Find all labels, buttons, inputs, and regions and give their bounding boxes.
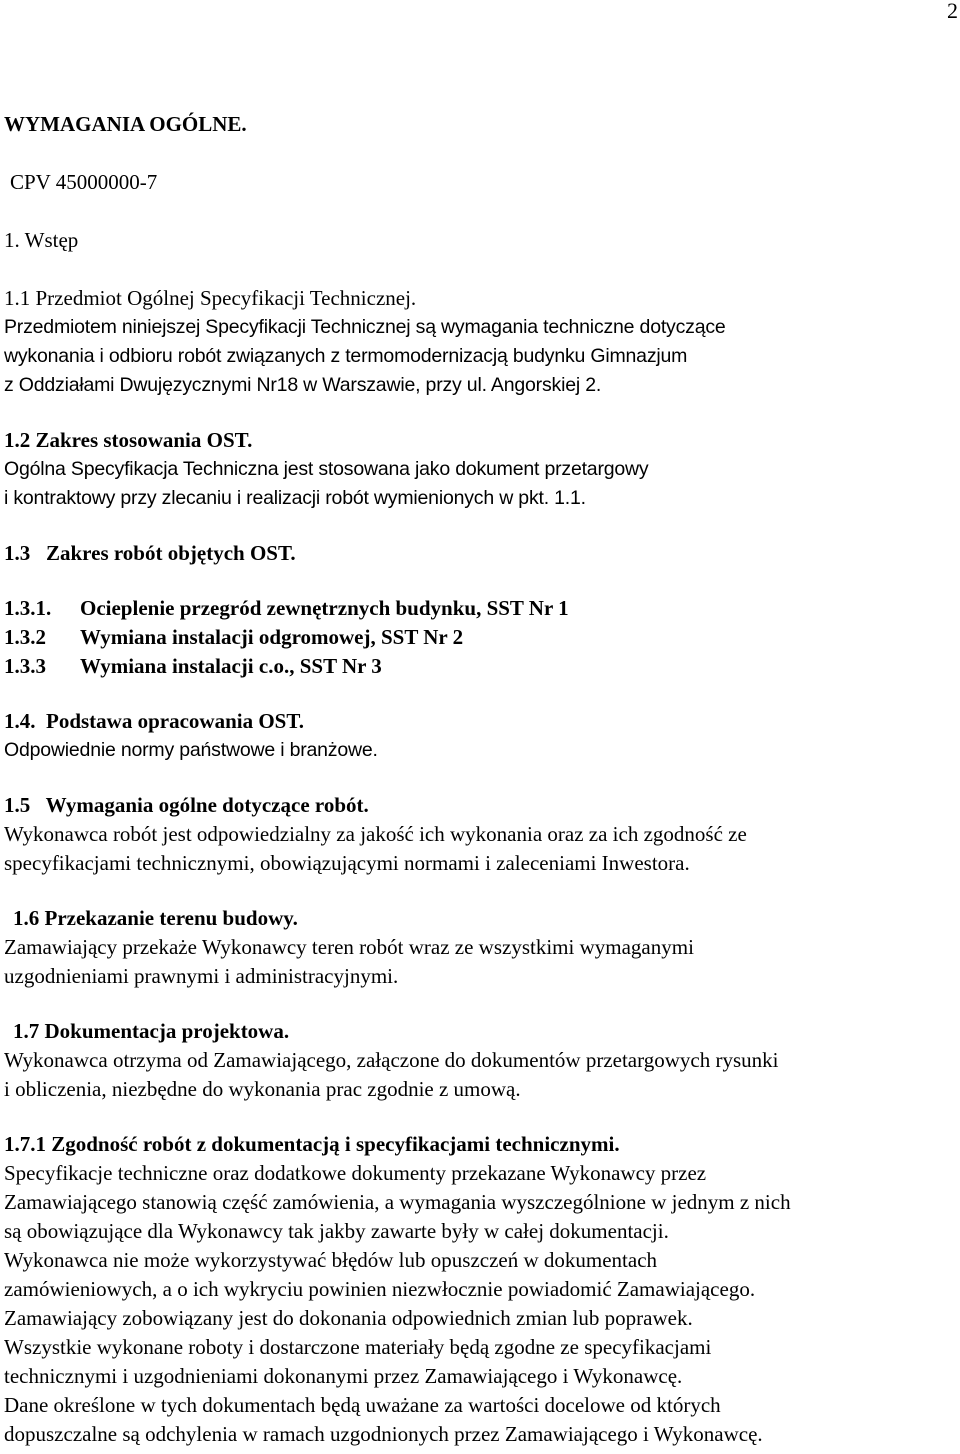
section-1-7-1-body bbox=[4, 1159, 954, 1449]
section-1-7-body bbox=[4, 1046, 954, 1104]
paragraph-line: Wykonawca otrzyma od Zamawiającego, załączone do dokumentów przetargowych rysunki bbox=[4, 1048, 779, 1072]
paragraph-line: zamówieniowych, a o ich wykryciu powinien niezwłocznie powiadomić Zamawiającego. bbox=[4, 1277, 756, 1301]
paragraph-line: Wykonawca nie może wykorzystywać błędów lub opuszczeń w dokumentach bbox=[4, 1248, 658, 1272]
section-1-6-heading: 1.6 Przekazanie terenu budowy. bbox=[13, 906, 298, 930]
section-1-5-heading: 1.5 Wymagania ogólne dotyczące robót. bbox=[4, 793, 369, 817]
section-1-heading: 1. Wstęp bbox=[4, 228, 79, 252]
paragraph-line: Zamawiający zobowiązany jest do dokonania odpowiednich zmian lub poprawek. bbox=[4, 1306, 693, 1330]
list-item bbox=[4, 652, 954, 681]
paragraph-line: dopuszczalne są odchylenia w ramach uzgodnionych przez Zamawiającego i Wykonawcę. bbox=[4, 1422, 763, 1446]
section-1-3-heading: 1.3 Zakres robót objętych OST. bbox=[4, 541, 296, 565]
paragraph-line: i kontraktowy przy zlecaniu i realizacji robót wymienionych w pkt. 1.1. bbox=[4, 487, 586, 509]
paragraph-line: są obowiązujące dla Wykonawcy tak jakby zawarte były w całej dokumentacji. bbox=[4, 1219, 669, 1243]
list-item bbox=[4, 623, 954, 652]
section-1-5-body bbox=[4, 820, 954, 878]
paragraph-line: Specyfikacje techniczne oraz dodatkowe dokumenty przekazane Wykonawcy przez bbox=[4, 1161, 707, 1185]
section-1-2-heading: 1.2 Zakres stosowania OST. bbox=[4, 428, 253, 452]
section-1-3-list bbox=[4, 594, 954, 681]
paragraph-line: uzgodnieniami prawnymi i administracyjnymi. bbox=[4, 964, 399, 988]
paragraph-line: specyfikacjami technicznymi, obowiązującymi normami i zaleceniami Inwestora. bbox=[4, 851, 690, 875]
section-1-4-heading: 1.4. Podstawa opracowania OST. bbox=[4, 709, 305, 733]
section-1-7-heading: 1.7 Dokumentacja projektowa. bbox=[13, 1019, 290, 1043]
item-text: Ocieplenie przegród zewnętrznych budynku, SST Nr 1 bbox=[80, 596, 569, 620]
item-number: 1.3.1. bbox=[4, 596, 52, 620]
item-number: 1.3.2 bbox=[4, 625, 46, 649]
paragraph-line: technicznymi i uzgodnieniami dokonanymi przez Zamawiającego i Wykonawcę. bbox=[4, 1364, 683, 1388]
paragraph-line: wykonania i odbioru robót związanych z termomodernizacją budynku Gimnazjum bbox=[4, 345, 688, 367]
paragraph-line: Wszystkie wykonane roboty i dostarczone materiały będą zgodne ze specyfikacjami bbox=[4, 1335, 712, 1359]
paragraph-line: Odpowiednie normy państwowe i branżowe. bbox=[4, 739, 378, 761]
list-item bbox=[4, 594, 954, 623]
section-1-7-1-heading: 1.7.1 Zgodność robót z dokumentacją i specyfikacjami technicznymi. bbox=[4, 1132, 620, 1156]
item-text: Wymiana instalacji odgromowej, SST Nr 2 bbox=[80, 625, 464, 649]
page-number: 2 bbox=[947, 0, 958, 23]
item-text: Wymiana instalacji c.o., SST Nr 3 bbox=[80, 654, 382, 678]
document-body bbox=[4, 110, 954, 1449]
section-1-4-body bbox=[4, 736, 954, 765]
paragraph-line: Dane określone w tych dokumentach będą uważane za wartości docelowe od których bbox=[4, 1393, 721, 1417]
section-1-2-body bbox=[4, 455, 954, 513]
paragraph-line: z Oddziałami Dwujęzycznymi Nr18 w Warszawie, przy ul. Angorskiej 2. bbox=[4, 374, 602, 396]
item-number: 1.3.3 bbox=[4, 654, 46, 678]
section-1-1-body bbox=[4, 313, 954, 400]
section-1-6-body bbox=[4, 933, 954, 991]
document-title: WYMAGANIA OGÓLNE. bbox=[4, 112, 247, 136]
paragraph-line: Wykonawca robót jest odpowiedzialny za jakość ich wykonania oraz za ich zgodność ze bbox=[4, 822, 747, 846]
paragraph-line: Przedmiotem niniejszej Specyfikacji Technicznej są wymagania techniczne dotyczące bbox=[4, 316, 726, 338]
paragraph-line: Zamawiającego stanowią część zamówienia, a wymagania wyszczególnione w jednym z nich bbox=[4, 1190, 791, 1214]
paragraph-line: Zamawiający przekaże Wykonawcy teren robót wraz ze wszystkimi wymaganymi bbox=[4, 935, 694, 959]
section-1-1-heading: 1.1 Przedmiot Ogólnej Specyfikacji Technicznej. bbox=[4, 286, 417, 310]
cpv-code: CPV 45000000-7 bbox=[10, 170, 158, 194]
paragraph-line: i obliczenia, niezbędne do wykonania prac zgodnie z umową. bbox=[4, 1077, 521, 1101]
paragraph-line: Ogólna Specyfikacja Techniczna jest stosowana jako dokument przetargowy bbox=[4, 458, 649, 480]
